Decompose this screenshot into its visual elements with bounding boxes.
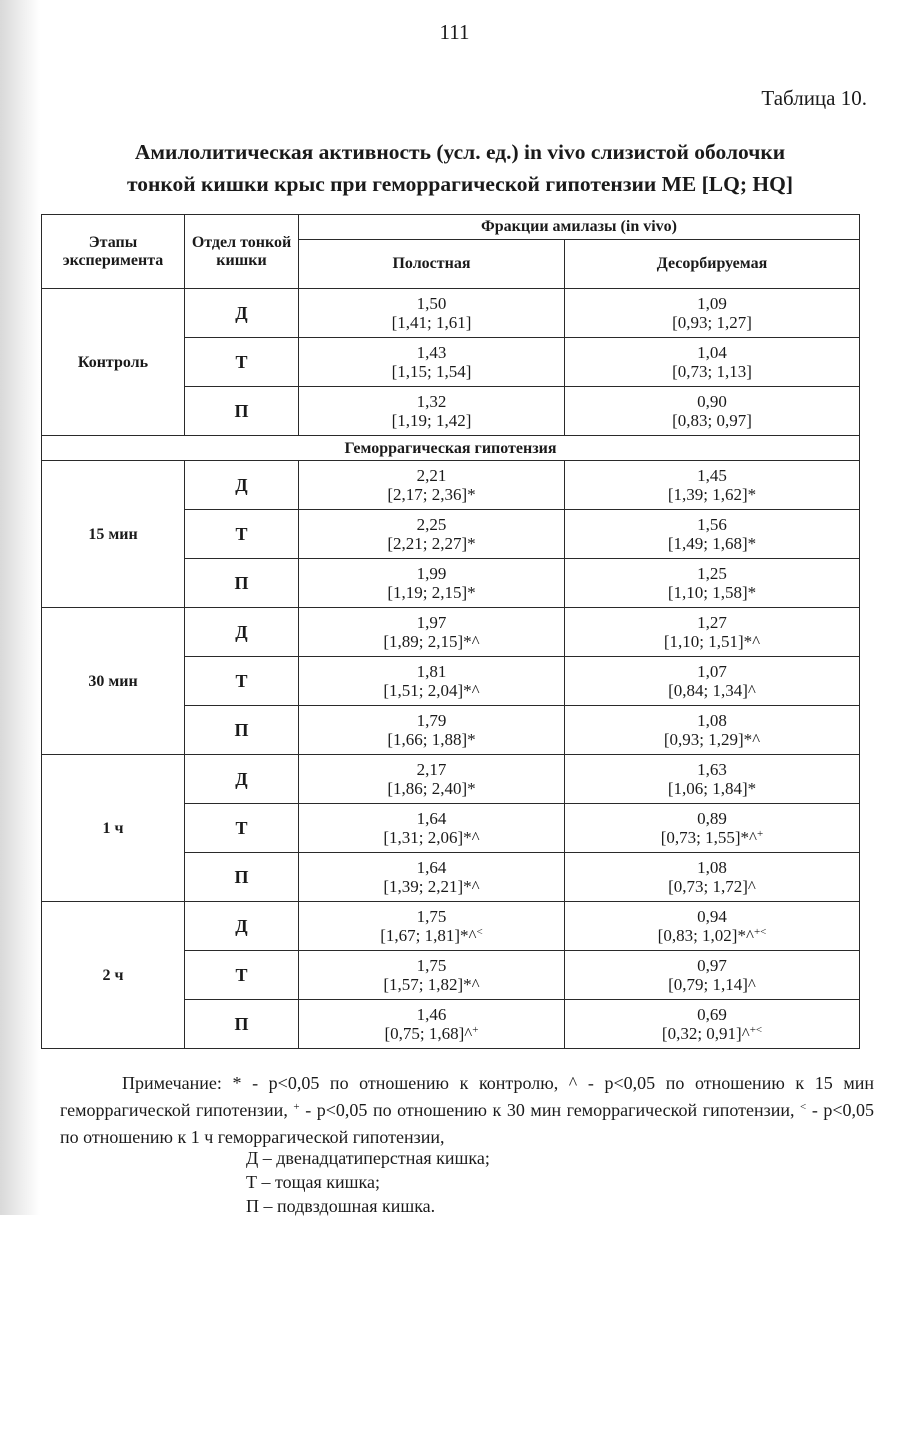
section-cell: Д: [185, 289, 299, 338]
section-cell: П: [185, 853, 299, 902]
table-row: [42, 461, 860, 510]
value-cell: [299, 510, 565, 559]
median-value: 1,75: [416, 907, 447, 926]
stage-cell: 2 ч: [42, 902, 185, 1049]
significance-superscript: +<: [749, 1024, 763, 1036]
value-cell: [299, 387, 565, 436]
quartile-range: [565, 485, 859, 504]
median-value: 0,97: [697, 956, 727, 975]
quartile-text: [1,57; 1,82]*^: [383, 975, 480, 994]
median-value: 1,25: [697, 564, 727, 583]
value-cell: [565, 853, 860, 902]
section-cell: Т: [185, 804, 299, 853]
quartile-text: [1,39; 1,62]*: [667, 485, 757, 504]
quartile-text: [0,73; 1,55]*^: [660, 828, 758, 847]
quartile-range: [565, 975, 859, 994]
quartile-text: [2,17; 2,36]*: [387, 485, 476, 504]
quartile-range: [299, 313, 564, 332]
quartile-text: [1,89; 2,15]*^: [383, 632, 480, 651]
section-cell: Т: [185, 657, 299, 706]
significance-superscript: +: [472, 1024, 479, 1036]
quartile-text: [1,31; 2,06]*^: [383, 828, 480, 847]
quartile-range: [565, 313, 859, 332]
table-row: [42, 289, 860, 338]
quartile-text: [1,67; 1,81]*^: [380, 926, 477, 945]
note-sup-plus: +: [293, 1101, 300, 1113]
median-value: 0,94: [697, 907, 727, 926]
quartile-text: [0,32; 0,91]^: [661, 1024, 750, 1043]
quartile-text: [0,83; 0,97]: [672, 411, 752, 430]
quartile-text: [1,39; 2,21]*^: [383, 877, 480, 896]
quartile-range: [299, 877, 564, 896]
quartile-text: [0,84; 1,34]^: [668, 681, 756, 700]
quartile-range: [565, 926, 859, 945]
value-cell: [299, 902, 565, 951]
title-line-1: Амилолитическая активность (усл. ед.) in vivo слизистой оболочки: [134, 140, 786, 164]
value-cell: [565, 706, 860, 755]
median-value: 1,43: [416, 343, 447, 362]
quartile-range: [299, 362, 564, 381]
median-value: 1,27: [697, 613, 727, 632]
section-cell: П: [185, 559, 299, 608]
quartile-range: [299, 926, 564, 945]
median-value: 1,08: [697, 711, 727, 730]
quartile-range: [299, 975, 564, 994]
quartile-text: [1,49; 1,68]*: [667, 534, 757, 553]
median-value: 1,50: [416, 294, 447, 313]
section-cell: Д: [185, 755, 299, 804]
stage-cell: 30 мин: [42, 608, 185, 755]
median-value: 1,64: [416, 809, 447, 828]
stage-cell: 1 ч: [42, 755, 185, 902]
value-cell: [299, 657, 565, 706]
note-part-2: - p<0,05 по отношению к 30 мин геморрагической гипотензии,: [305, 1100, 795, 1120]
median-value: 1,81: [416, 662, 447, 681]
quartile-range: [565, 779, 859, 798]
table-body: [42, 289, 860, 1049]
quartile-text: [0,93; 1,27]: [672, 313, 752, 332]
value-cell: [565, 755, 860, 804]
section-cell: Т: [185, 338, 299, 387]
section-cell: Т: [185, 951, 299, 1000]
quartile-range: [299, 411, 564, 430]
quartile-text: [1,10; 1,51]*^: [663, 632, 761, 651]
section-cell: П: [185, 1000, 299, 1049]
median-value: 0,89: [697, 809, 727, 828]
quartile-text: [1,19; 2,15]*: [387, 583, 476, 602]
header-cavity: Полостная: [299, 240, 565, 289]
quartile-text: [1,66; 1,88]*: [387, 730, 476, 749]
value-cell: [565, 657, 860, 706]
quartile-text: [0,93; 1,29]*^: [663, 730, 761, 749]
quartile-range: [299, 485, 564, 504]
quartile-range: [565, 828, 859, 847]
value-cell: [565, 387, 860, 436]
quartile-text: [1,10; 1,58]*: [667, 583, 757, 602]
quartile-range: [299, 632, 564, 651]
quartile-range: [565, 730, 859, 749]
median-value: 1,46: [416, 1005, 447, 1024]
abbr-ileum: П – подвздошная кишка.: [246, 1196, 436, 1216]
note-part-1: Примечание: * - p<0,05 по отношению к контролю, ^ - p<0,05 по отношению к 15 мин геморрагической гипотензии,: [60, 1073, 874, 1120]
quartile-text: [0,83; 1,02]*^: [657, 926, 754, 945]
header-stages: Этапы эксперимента: [42, 215, 185, 289]
median-value: 1,99: [416, 564, 447, 583]
quartile-range: [565, 583, 859, 602]
median-value: 1,04: [697, 343, 727, 362]
amylase-table: [41, 214, 860, 1049]
significance-superscript: +: [757, 828, 764, 840]
stage-cell: 15 мин: [42, 461, 185, 608]
quartile-range: [299, 779, 564, 798]
median-value: 1,75: [416, 956, 447, 975]
subheader-hypotension: Геморрагическая гипотензия: [42, 436, 860, 461]
note-part-3: - p<0,05 по отношению к 1 ч геморрагической гипотензии,: [60, 1100, 875, 1147]
title-line-2: тонкой кишки крыс при геморрагической гипотензии ME [LQ; HQ]: [127, 172, 793, 196]
quartile-range: [565, 632, 859, 651]
median-value: 1,07: [697, 662, 727, 681]
quartile-range: [299, 583, 564, 602]
value-cell: [299, 755, 565, 804]
value-cell: [299, 559, 565, 608]
section-cell: Д: [185, 902, 299, 951]
table-row: [42, 755, 860, 804]
value-cell: [565, 559, 860, 608]
value-cell: [565, 510, 860, 559]
median-value: 1,08: [697, 858, 727, 877]
note-sup-less: <: [800, 1101, 807, 1113]
median-value: 1,45: [697, 466, 727, 485]
abbr-duodenum: Д – двенадцатиперстная кишка;: [246, 1148, 490, 1168]
quartile-text: [0,73; 1,72]^: [668, 877, 756, 896]
header-fractions: Фракции амилазы (in vivo): [299, 215, 860, 240]
median-value: 0,90: [697, 392, 727, 411]
quartile-range: [565, 411, 859, 430]
value-cell: [565, 608, 860, 657]
table-label: Таблица 10.: [761, 86, 867, 110]
quartile-range: [299, 534, 564, 553]
quartile-text: [1,06; 1,84]*: [667, 779, 757, 798]
abbr-jejunum: Т – тощая кишка;: [246, 1172, 380, 1192]
value-cell: [565, 902, 860, 951]
page-number: 111: [439, 20, 470, 44]
median-value: 1,64: [416, 858, 447, 877]
quartile-text: [1,51; 2,04]*^: [383, 681, 480, 700]
quartile-text: [1,15; 1,54]: [391, 362, 472, 381]
quartile-text: [2,21; 2,27]*: [387, 534, 476, 553]
value-cell: [565, 338, 860, 387]
table-row: [42, 902, 860, 951]
quartile-text: [1,41; 1,61]: [391, 313, 472, 332]
quartile-range: [565, 681, 859, 700]
table-note: [60, 1070, 874, 1151]
quartile-text: [1,86; 2,40]*: [387, 779, 476, 798]
significance-superscript: <: [476, 926, 483, 938]
quartile-text: [1,19; 1,42]: [391, 411, 472, 430]
stage-cell: Контроль: [42, 289, 185, 436]
quartile-range: [299, 681, 564, 700]
median-value: 1,09: [697, 294, 727, 313]
value-cell: [299, 338, 565, 387]
quartile-text: [0,75; 1,68]^: [384, 1024, 473, 1043]
section-cell: Д: [185, 461, 299, 510]
significance-superscript: +<: [753, 926, 767, 938]
quartile-range: [565, 362, 859, 381]
median-value: 2,25: [416, 515, 447, 534]
value-cell: [299, 1000, 565, 1049]
quartile-range: [299, 1024, 564, 1043]
median-value: 2,17: [416, 760, 447, 779]
median-value: 1,79: [416, 711, 447, 730]
quartile-range: [565, 1024, 859, 1043]
quartile-text: [0,73; 1,13]: [672, 362, 752, 381]
value-cell: [565, 951, 860, 1000]
table-row: [42, 608, 860, 657]
median-value: 0,69: [697, 1005, 727, 1024]
quartile-range: [565, 877, 859, 896]
value-cell: [299, 289, 565, 338]
median-value: 1,63: [697, 760, 727, 779]
value-cell: [299, 461, 565, 510]
section-row: [42, 436, 860, 461]
value-cell: [299, 804, 565, 853]
quartile-range: [299, 828, 564, 847]
median-value: 1,97: [416, 613, 447, 632]
quartile-text: [0,79; 1,14]^: [668, 975, 756, 994]
median-value: 1,56: [697, 515, 727, 534]
scan-edge-shadow: [0, 0, 40, 1215]
value-cell: [299, 706, 565, 755]
quartile-range: [299, 730, 564, 749]
value-cell: [299, 853, 565, 902]
section-cell: П: [185, 706, 299, 755]
section-cell: Д: [185, 608, 299, 657]
value-cell: [299, 608, 565, 657]
header-section: Отдел тонкой кишки: [185, 215, 299, 289]
value-cell: [565, 1000, 860, 1049]
section-cell: П: [185, 387, 299, 436]
header-desorbed: Десорбируемая: [565, 240, 860, 289]
value-cell: [565, 804, 860, 853]
median-value: 2,21: [416, 466, 447, 485]
table-title: [60, 136, 860, 200]
value-cell: [299, 951, 565, 1000]
quartile-range: [565, 534, 859, 553]
section-cell: Т: [185, 510, 299, 559]
value-cell: [565, 289, 860, 338]
value-cell: [565, 461, 860, 510]
median-value: 1,32: [416, 392, 447, 411]
